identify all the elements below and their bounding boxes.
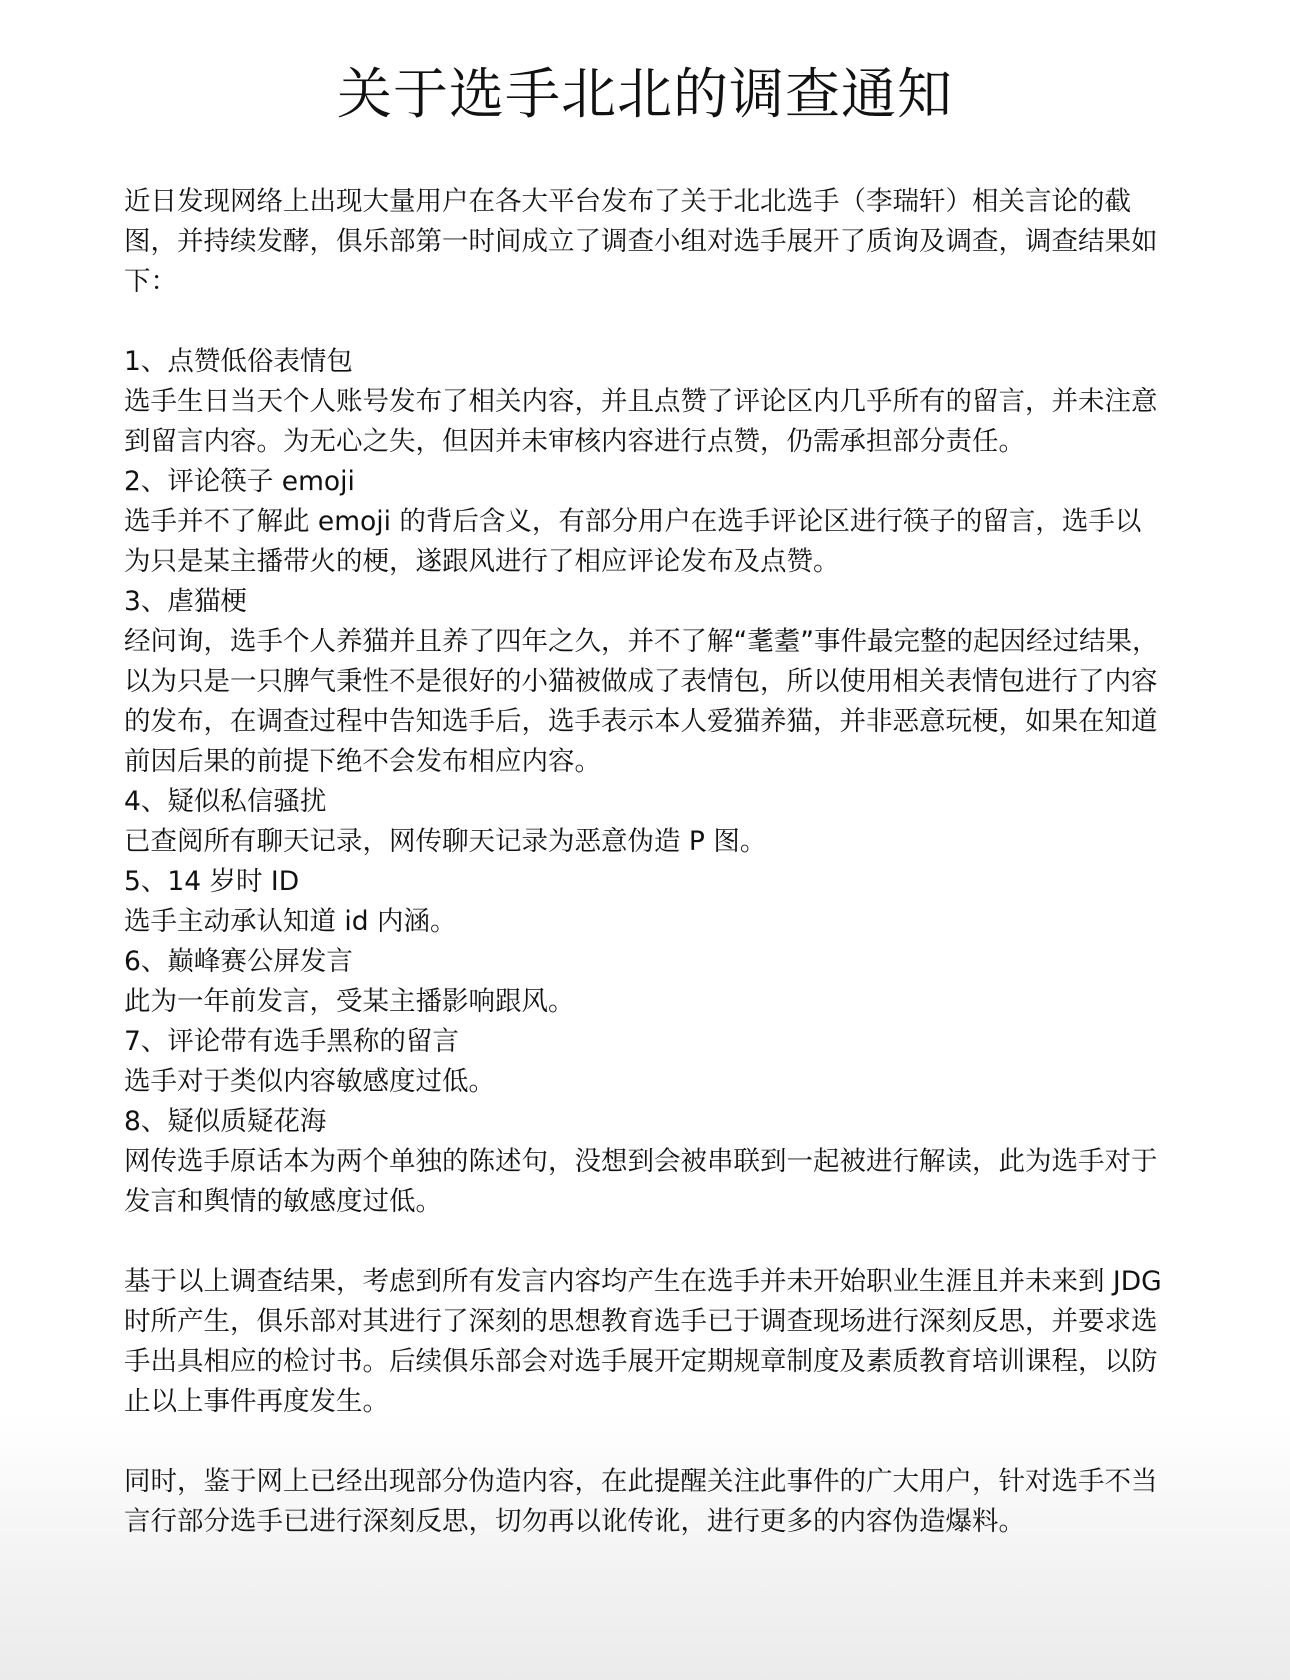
closing-paragraph: 同时，鉴于网上已经出现部分伪造内容，在此提醒关注此事件的广大用户，针对选手不当言行部分选手已进行深刻反思，切勿再以讹传讹，进行更多的内容伪造爆料。 xyxy=(124,1466,1158,1537)
intro-paragraph: 近日发现网络上出现大量用户在各大平台发布了关于北北选手（李瑞轩）相关言论的截图，并持续发酵，俱乐部第一时间成立了调查小组对选手展开了质询及调查，调查结果如下： xyxy=(124,186,1158,297)
finding-body-5: 选手主动承认知道 id 内涵。 xyxy=(124,906,457,937)
paragraph-gap xyxy=(124,302,1166,342)
finding-body-8: 网传选手原话本为两个单独的陈述句，没想到会被串联到一起被进行解读，此为选手对于发言和舆情的敏感度过低。 xyxy=(124,1146,1158,1217)
paragraph-gap xyxy=(124,1422,1166,1462)
conclusion-paragraph: 基于以上调查结果，考虑到所有发言内容均产生在选手并未开始职业生涯且并未来到 JDG 时所产生，俱乐部对其进行了深刻的思想教育选手已于调查现场进行深刻反思，并要求选手出具相应的检讨书。后续俱乐部会对选手展开定期规章制度及素质教育培训课程，以防止以上事件再度发生。 xyxy=(124,1266,1162,1417)
finding-heading-8: 8、疑似质疑花海 xyxy=(124,1106,327,1137)
findings-list xyxy=(124,342,1166,1222)
document-title: 关于选手北北的调查通知 xyxy=(336,62,953,126)
finding-body-3: 经问询，选手个人养猫并且养了四年之久，并不了解“耄耋”事件最完整的起因经过结果，以为只是一只脾气秉性不是很好的小猫被做成了表情包，所以使用相关表情包进行了内容的发布，在调查过程中告知选手后，选手表示本人爱猫养猫，并非恶意玩梗，如果在知道前因后果的前提下绝不会发布相应内容。 xyxy=(124,626,1159,777)
finding-heading-7: 7、评论带有选手黑称的留言 xyxy=(124,1026,459,1057)
finding-heading-4: 4、疑似私信骚扰 xyxy=(124,786,327,817)
finding-heading-1: 1、点赞低俗表情包 xyxy=(124,346,353,377)
finding-body-2: 选手并不了解此 emoji 的背后含义，有部分用户在选手评论区进行筷子的留言，选手以为只是某主播带火的梗，遂跟风进行了相应评论发布及点赞。 xyxy=(124,506,1142,577)
paragraph-gap xyxy=(124,1222,1166,1262)
finding-body-7: 选手对于类似内容敏感度过低。 xyxy=(124,1066,495,1097)
finding-body-4: 已查阅所有聊天记录，网传聊天记录为恶意伪造 P 图。 xyxy=(124,826,767,857)
finding-heading-2: 2、评论筷子 emoji xyxy=(124,466,355,497)
finding-heading-3: 3、虐猫梗 xyxy=(124,586,247,617)
finding-body-1: 选手生日当天个人账号发布了相关内容，并且点赞了评论区内几乎所有的留言，并未注意到留言内容。为无心之失，但因并未审核内容进行点赞，仍需承担部分责任。 xyxy=(124,386,1158,457)
finding-heading-6: 6、巅峰赛公屏发言 xyxy=(124,946,353,977)
finding-body-6: 此为一年前发言，受某主播影响跟风。 xyxy=(124,986,575,1017)
finding-heading-5: 5、14 岁时 ID xyxy=(124,866,300,897)
